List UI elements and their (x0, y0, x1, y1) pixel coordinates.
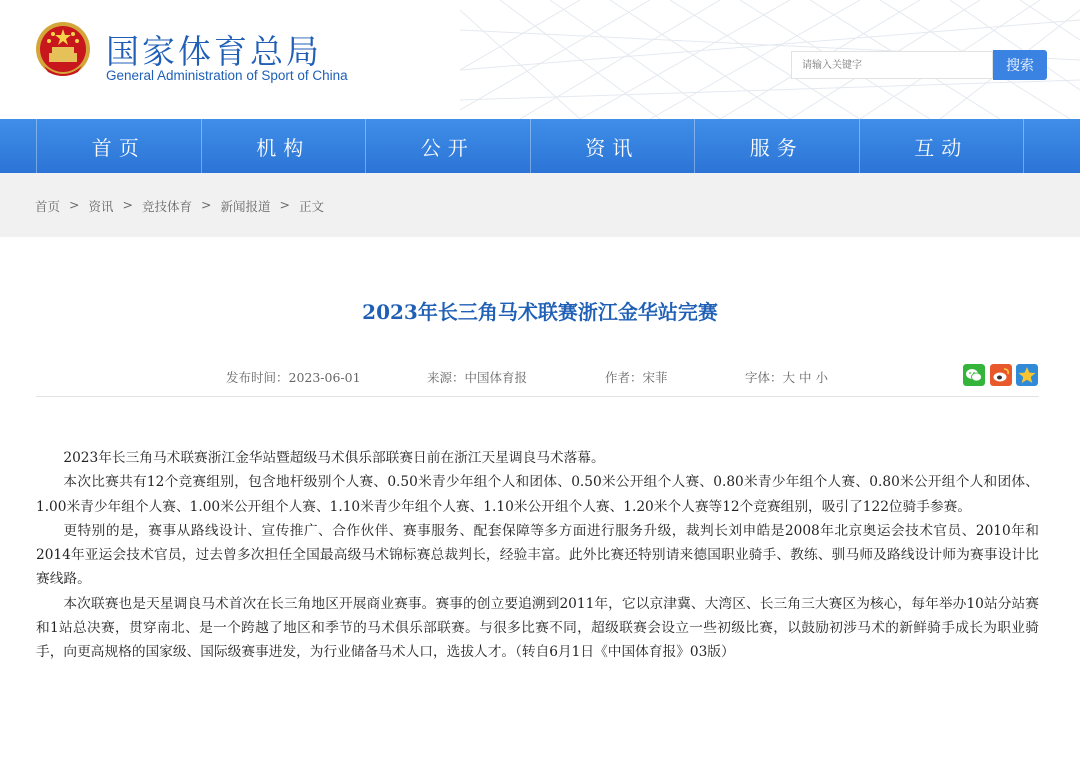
nav-item-public[interactable]: 公开 (365, 119, 530, 173)
article-title: 2023年长三角马术联赛浙江金华站完赛 (362, 300, 718, 324)
site-title: 国家体育总局 (106, 32, 322, 71)
article-source: 来源：中国体育报 (427, 370, 528, 385)
main-nav (0, 119, 1080, 173)
article-author: 作者：宋菲 (605, 370, 668, 385)
site-subtitle: General Administration of Sport of China (106, 68, 348, 83)
breadcrumb-home[interactable]: 首页 (35, 199, 61, 214)
site-header (0, 0, 1080, 119)
breadcrumb-separator: > (201, 197, 212, 212)
nav-item-home[interactable]: 首页 (36, 119, 201, 173)
font-medium-button[interactable]: 中 (799, 370, 812, 385)
nav-item-interaction[interactable]: 互动 (859, 119, 1025, 173)
breadcrumb-competitive-sports[interactable]: 竞技体育 (142, 199, 193, 214)
font-small-button[interactable]: 小 (815, 370, 829, 385)
national-emblem-icon (32, 20, 94, 82)
publish-date: 发布时间：2023-06-01 (226, 370, 361, 385)
search-input[interactable] (791, 51, 993, 79)
nav-item-services[interactable]: 服务 (694, 119, 859, 173)
breadcrumb-news[interactable]: 资讯 (88, 199, 114, 214)
article-paragraph: 更特别的是，赛事从路线设计、宣传推广、合作伙伴、赛事服务、配套保障等多方面进行服务升级，裁判长刘申皓是2008年北京奥运会技术官员、2010年和2014年亚运会技术官员，过去曾多次担任全国最高级马术锦标赛总裁判长，经验丰富。此外比赛还特别请来德国职业骑手、教练、驯马师及路线设计师为赛事设计比赛线路。 (36, 522, 1039, 588)
breadcrumb-news-reports[interactable]: 新闻报道 (220, 199, 271, 214)
breadcrumb-current: 正文 (299, 199, 325, 214)
nav-item-news[interactable]: 资讯 (530, 119, 695, 173)
meta-divider (36, 396, 1039, 397)
breadcrumb-separator: > (69, 197, 80, 212)
weibo-icon[interactable] (990, 364, 1012, 386)
article-paragraph: 2023年长三角马术联赛浙江金华站暨超级马术俱乐部联赛日前在浙江天星调良马术落幕。 (63, 450, 605, 466)
nav-item-institutions[interactable]: 机构 (201, 119, 366, 173)
wechat-icon[interactable] (963, 364, 985, 386)
font-large-button[interactable]: 大 (782, 370, 796, 385)
font-size-controls (745, 368, 828, 386)
qzone-icon[interactable] (1016, 364, 1038, 386)
breadcrumb (35, 197, 324, 215)
article-paragraph: 本次联赛也是天星调良马术首次在长三角地区开展商业赛事。赛事的创立要追溯到2011年，它以京津冀、大湾区、长三角三大赛区为核心，每年举办10站分站赛和1站总决赛，贯穿南北、是一个跨越了地区和季节的马术俱乐部联赛。与很多比赛不同，超级联赛会设立一些初级比赛，以鼓励初涉马术的新鲜骑手成长为职业骑手，向更高规格的国家级、国际级赛事进发，为行业储备马术人口，选拔人才。（转自6月1日《中国体育报》03版） (36, 595, 1039, 661)
breadcrumb-bar (0, 173, 1080, 237)
search-button[interactable]: 搜索 (993, 50, 1047, 80)
breadcrumb-separator: > (279, 197, 290, 212)
article-body (36, 446, 1039, 665)
breadcrumb-separator: > (122, 197, 133, 212)
font-size-label: 字体： (745, 370, 783, 385)
article-paragraph: 本次比赛共有12个竞赛组别，包含地杆级别个人赛、0.50米青少年组个人和团体、0.50米公开组个人赛、0.80米青少年组个人赛、0.80米公开组个人和团体、1.00米青少年组个人赛、1.00米公开组个人赛、1.10米青少年组个人赛、1.10米公开组个人赛、1.20米个人赛等12个竞赛组别，吸引了122位骑手参赛。 (36, 474, 1039, 515)
